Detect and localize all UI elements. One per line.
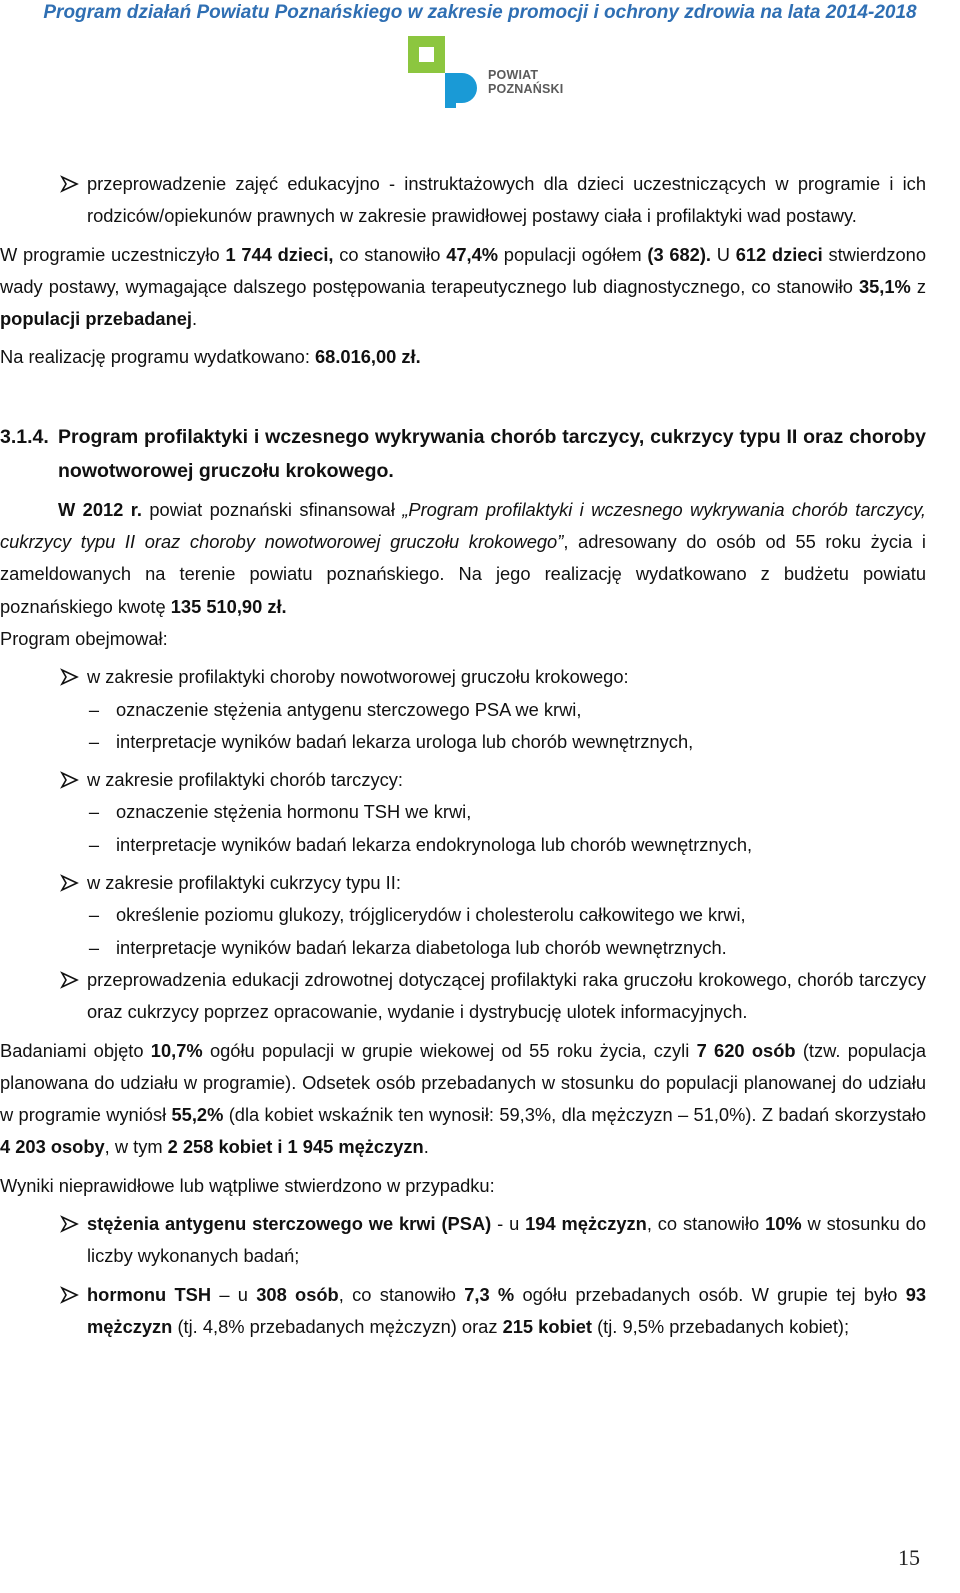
arrow-bullet-icon (60, 764, 80, 796)
group-3-title: w zakresie profilaktyki cukrzycy typu II: (0, 867, 926, 899)
arrow-bullet-icon (60, 168, 80, 200)
intro-spend: Na realizację programu wydatkowano: 68.016,00 zł. (0, 346, 421, 368)
group-1-item-1: – oznaczenie stężenia antygenu sterczowego PSA we krwi, (0, 694, 926, 726)
running-header: Program działań Powiatu Poznańskiego w zakresie promocji i ochrony zdrowia na lata 2014-2018 (43, 2, 917, 23)
logo-line-2: POZNAŃSKI (488, 82, 564, 96)
section-title: Program profilaktyki i wczesnego wykrywania chorób tarczycy, cukrzycy typu II oraz choroby nowotworowej gruczołu krokowego. (58, 425, 926, 482)
education-bullet: przeprowadzenia edukacji zdrowotnej dotyczącej profilaktyki raka gruczołu krokowego, chorób tarczycy oraz cukrzycy poprzez opracowanie, wydanie i dystrybucję ulotek informacyjnych. (0, 964, 926, 1029)
group-2-title: w zakresie profilaktyki chorób tarczycy: (0, 764, 926, 796)
logo-text (488, 68, 563, 96)
group-1-item-2: – interpretacje wyników badań lekarza urologa lub chorób wewnętrznych, (0, 726, 926, 758)
intro-paragraph: W programie uczestniczyło 1 744 dzieci, co stanowiło 47,4% populacji ogółem (3 682). U 612 dzieci stwierdzono wady postawy, wymagające dalszego postępowania terapeutycznego lub diagnostycznego, co stanowiło 35,1% z populacji przebadanej. (0, 243, 926, 330)
arrow-bullet-icon (60, 1208, 80, 1240)
abnormal-tsh: hormonu TSH – u 308 osób, co stanowiło 7,3 % ogółu przebadanych osób. W grupie tej było 93 mężczyzn (tj. 4,8% przebadanych mężczyzn) oraz 215 kobiet (tj. 9,5% przebadanych kobiet); (0, 1279, 926, 1344)
section-heading (0, 420, 926, 488)
arrow-bullet-icon (60, 1279, 80, 1311)
group-3-item-2: – interpretacje wyników badań lekarza diabetologa lub chorób wewnętrznych. (0, 932, 926, 964)
section-lead: W 2012 r. powiat poznański sfinansował „Program profilaktyki i wczesnego wykrywania chorób tarczycy, cukrzycy typu II oraz choroby nowotworowej gruczołu krokowego”, adresowany do osób od 55 roku życia i zameldowanych na terenie powiatu poznańskiego. Na jego realizację wydatkowano z budżetu powiatu poznańskiego kwotę 135 510,90 zł. (0, 498, 926, 617)
dash-bullet-icon: – (88, 801, 100, 823)
arrow-bullet-icon (60, 964, 80, 996)
dash-bullet-icon: – (88, 936, 100, 958)
intro-bullet (0, 168, 926, 233)
dash-bullet-icon: – (88, 833, 100, 855)
arrow-bullet-icon (60, 867, 80, 899)
dash-bullet-icon: – (88, 904, 100, 926)
coverage-paragraph: Badaniami objęto 10,7% ogółu populacji w grupie wiekowej od 55 roku życia, czyli 7 620 osób (tzw. populacja planowana do udziału w programie). Odsetek osób przebadanych w stosunku do populacji planowanej do udziału w programie wyniósł 55,2% (dla kobiet wskaźnik ten wynosił: 59,3%, dla mężczyzn – 51,0%). Z badań skorzystało 4 203 osoby, w tym 2 258 kobiet i 1 945 mężczyzn. (0, 1039, 926, 1158)
group-1-title: w zakresie profilaktyki choroby nowotworowej gruczołu krokowego: (0, 661, 926, 693)
arrow-bullet-icon (60, 661, 80, 693)
group-3-item-1: – określenie poziomu glukozy, trójglicerydów i cholesterolu całkowitego we krwi, (0, 899, 926, 931)
document-body (0, 168, 926, 1343)
dash-bullet-icon: – (88, 730, 100, 752)
dash-bullet-icon: – (88, 698, 100, 720)
powiat-poznanski-logo (408, 36, 578, 108)
group-2-item-1: – oznaczenie stężenia hormonu TSH we krwi, (0, 796, 926, 828)
intro-bullet-text: przeprowadzenie zajęć edukacyjno - instruktażowych dla dzieci uczestniczących w programie i ich rodziców/opiekunów prawnych w zakresie prawidłowej postawy ciała i profilaktyki wad postawy. (87, 173, 926, 227)
includes-label: Program obejmował: (0, 627, 168, 649)
abnormal-psa: stężenia antygenu sterczowego we krwi (PSA) - u 194 mężczyzn, co stanowiło 10% w stosunku do liczby wykonanych badań; (0, 1208, 926, 1273)
logo-line-1: POWIAT (488, 68, 539, 82)
page-number: 15 (898, 1545, 920, 1570)
abnormal-label: Wyniki nieprawidłowe lub wątpliwe stwierdzono w przypadku: (0, 1174, 495, 1196)
logo-mark-icon (408, 36, 488, 108)
section-number: 3.1.4. (0, 425, 49, 448)
group-2-item-2: – interpretacje wyników badań lekarza endokrynologa lub chorób wewnętrznych, (0, 829, 926, 861)
